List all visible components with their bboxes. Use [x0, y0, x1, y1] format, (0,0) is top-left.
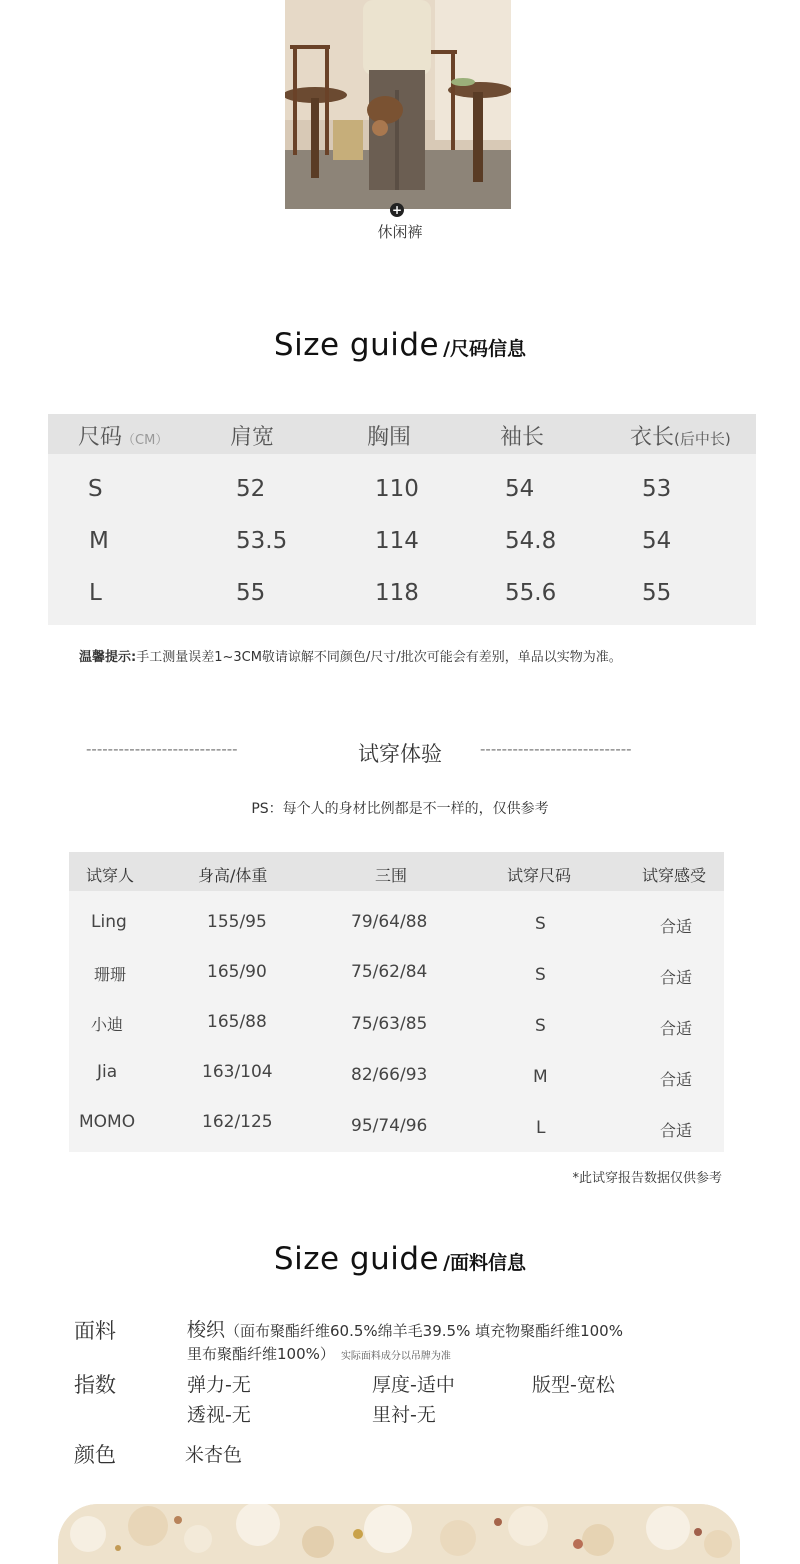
- size-cell: 55: [236, 580, 266, 606]
- index-label: 指数: [74, 1373, 116, 1397]
- color-label: 颜色: [74, 1443, 116, 1467]
- tryon-cell: Ling: [91, 912, 127, 932]
- size-cell: 54: [642, 528, 672, 554]
- size-cell: 54.8: [505, 528, 557, 554]
- tryon-cell: 合适: [660, 1121, 693, 1140]
- material-detail-1: （面布聚酯纤维60.5%绵羊毛39.5% 填充物聚酯纤维100%: [225, 1322, 623, 1340]
- size-cell: 118: [375, 580, 419, 606]
- tryon-cell: S: [535, 965, 546, 985]
- plus-icon: +: [391, 203, 403, 217]
- tryon-title: 试穿体验: [358, 742, 442, 766]
- transparency: 透视-无: [187, 1404, 251, 1426]
- tryon-cell: 合适: [660, 1019, 693, 1038]
- fabric-title: Size guide: [273, 1241, 440, 1277]
- material-note: 实际面料成分以吊牌为准: [340, 1351, 451, 1362]
- size-cell: 55.6: [505, 580, 557, 606]
- material-detail-2: 里布聚酯纤维100%）: [187, 1345, 335, 1363]
- size-cell: S: [88, 476, 103, 502]
- photo-caption: 休闲裤: [377, 223, 423, 241]
- tryon-header-measurements: 三围: [375, 866, 408, 885]
- thickness: 厚度-适中: [372, 1374, 455, 1396]
- tryon-cell: 75/62/84: [351, 962, 428, 982]
- tryon-header-person: 试穿人: [86, 866, 135, 885]
- tryon-cell: 79/64/88: [351, 912, 428, 932]
- size-header-length: 衣长(后中长): [630, 425, 731, 450]
- material-label: 面料: [74, 1319, 116, 1343]
- tryon-header-height-weight: 身高/体重: [198, 866, 268, 885]
- divider-left: ----------------------------: [86, 740, 238, 758]
- tryon-cell: 155/95: [207, 912, 267, 932]
- report-note: *此试穿报告数据仅供参考: [572, 1171, 722, 1186]
- divider-right: ----------------------------: [480, 740, 632, 758]
- size-cell: 53: [642, 476, 672, 502]
- material-info: [187, 1315, 623, 1342]
- tryon-cell: 小迪: [91, 1015, 124, 1034]
- size-cell: 53.5: [236, 528, 288, 554]
- tryon-note: PS：每个人的身材比例都是不一样的，仅供参考: [251, 801, 549, 817]
- tryon-cell: 95/74/96: [351, 1116, 428, 1136]
- size-cell: 114: [375, 528, 419, 554]
- tryon-cell: MOMO: [79, 1112, 136, 1132]
- tip-label: 温馨提示:: [79, 650, 137, 665]
- tryon-cell: 82/66/93: [351, 1065, 428, 1085]
- elasticity: 弹力-无: [187, 1374, 251, 1396]
- size-cell: M: [89, 528, 109, 554]
- tryon-header-size: 试穿尺码: [507, 866, 572, 885]
- size-cell: 54: [505, 476, 535, 502]
- tryon-header-feel: 试穿感受: [642, 866, 707, 885]
- material-name: 梭织: [187, 1319, 226, 1341]
- tryon-cell: 合适: [660, 917, 693, 936]
- tryon-cell: 合适: [660, 968, 693, 987]
- tryon-cell: 165/90: [207, 962, 267, 982]
- tryon-cell: 75/63/85: [351, 1014, 428, 1034]
- lining: 里衬-无: [372, 1404, 436, 1426]
- tryon-cell: 珊珊: [94, 965, 127, 984]
- measurement-tip: [79, 646, 622, 665]
- size-cell: 110: [375, 476, 419, 502]
- tryon-cell: 163/104: [202, 1062, 273, 1082]
- tryon-table: [69, 852, 724, 1152]
- fabric-subtitle: /面料信息: [443, 1252, 527, 1274]
- tryon-cell: 165/88: [207, 1012, 267, 1032]
- size-cell: 52: [236, 476, 266, 502]
- tryon-cell: L: [536, 1118, 546, 1138]
- fabric-heading: [0, 1241, 800, 1277]
- tryon-cell: S: [535, 1016, 546, 1036]
- size-guide-title: Size guide: [273, 327, 440, 363]
- product-photo-illustration: [285, 0, 511, 209]
- size-header-shoulder: 肩宽: [230, 425, 275, 450]
- tryon-cell: 162/125: [202, 1112, 273, 1132]
- size-header-chest: 胸围: [367, 425, 412, 450]
- size-cell: 55: [642, 580, 672, 606]
- fabric-texture: [58, 1504, 740, 1564]
- tryon-cell: 合适: [660, 1070, 693, 1089]
- tryon-cell: M: [533, 1067, 548, 1087]
- size-guide-heading: [0, 327, 800, 363]
- material-info-2: [187, 1342, 451, 1364]
- fit: 版型-宽松: [532, 1374, 615, 1396]
- product-photo: [285, 0, 511, 209]
- color-value: 米杏色: [185, 1444, 243, 1466]
- size-header-size: 尺码（CM）: [78, 425, 169, 450]
- size-cell: L: [89, 580, 102, 606]
- tryon-cell: Jia: [97, 1062, 118, 1082]
- size-guide-subtitle: /尺码信息: [443, 338, 527, 360]
- tryon-cell: S: [535, 914, 546, 934]
- size-header-sleeve: 袖长: [500, 425, 545, 450]
- fabric-closeup-photo: [58, 1504, 740, 1564]
- tip-text: 手工测量误差1~3CM敬请谅解不同颜色/尺寸/批次可能会有差别，单品以实物为准。: [136, 650, 622, 665]
